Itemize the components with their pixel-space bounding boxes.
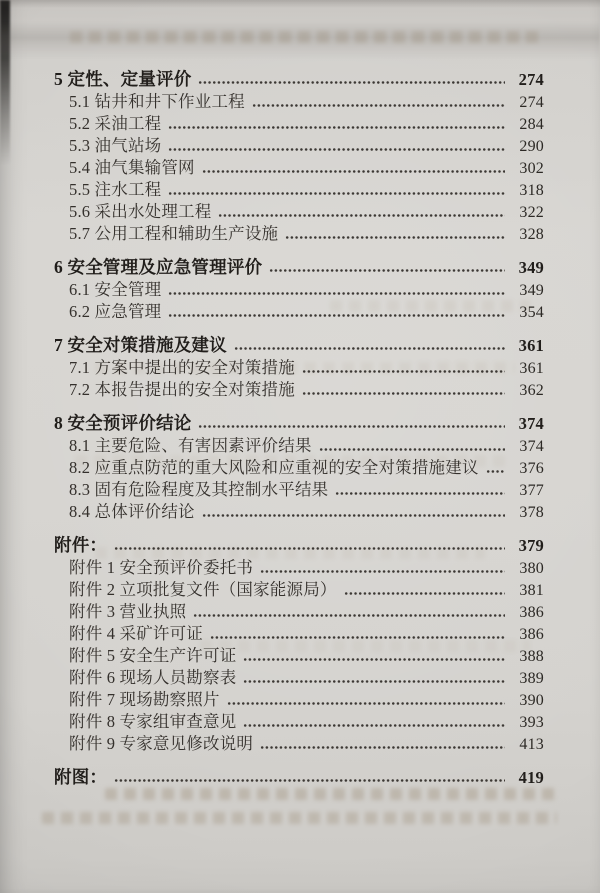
- toc-entry: [69, 645, 544, 667]
- toc-leader-dots: [168, 290, 505, 297]
- toc-leader-dots: [252, 102, 505, 109]
- toc-entry: [54, 534, 544, 556]
- toc-leader-dots: [202, 512, 505, 519]
- toc-page-number: 381: [519, 582, 544, 599]
- toc-page-number: 322: [519, 204, 544, 221]
- toc-leader-dots: [319, 446, 505, 453]
- toc-entry: [54, 256, 544, 278]
- toc-leader-dots: [260, 744, 505, 751]
- toc-leader-dots: [285, 234, 505, 241]
- toc-entry: [69, 501, 544, 523]
- toc-entry-label: 6.2 应急管理: [69, 302, 162, 321]
- toc-leader-dots: [486, 468, 505, 475]
- bleed-through-text: [105, 788, 560, 800]
- toc-entry: [54, 334, 544, 356]
- toc-entry-label: 7.2 本报告提出的安全对策措施: [69, 380, 295, 399]
- toc-leader-dots: [234, 345, 505, 352]
- toc-entry-label: 8.2 应重点防范的重大风险和应重视的安全对策措施建议: [69, 458, 479, 477]
- toc-entry-label: 5.3 油气站场: [69, 136, 162, 155]
- toc-page-number: 413: [519, 736, 544, 753]
- toc-page-number: 378: [519, 504, 544, 521]
- toc-page-number: 290: [519, 138, 544, 155]
- toc-entry-label: 8 安全预评价结论: [54, 413, 192, 433]
- toc-page-number: 362: [519, 382, 544, 399]
- toc-entry-label: 5.1 钻井和井下作业工程: [69, 92, 245, 111]
- toc-entry-label: 5.4 油气集输管网: [69, 158, 195, 177]
- toc-entry-label: 6.1 安全管理: [69, 280, 162, 299]
- toc-entry: [69, 379, 544, 401]
- toc-entry: [69, 457, 544, 479]
- toc-page-number: 377: [519, 482, 544, 499]
- toc-entry: [69, 135, 544, 157]
- toc-entry-label: 附件 5 安全生产许可证: [69, 646, 237, 665]
- toc-leader-dots: [198, 423, 505, 430]
- toc-page-number: 361: [518, 336, 544, 355]
- toc-entry: [69, 201, 544, 223]
- toc-page-number: 354: [519, 304, 544, 321]
- toc-leader-dots: [260, 568, 505, 575]
- toc-entry: [69, 689, 544, 711]
- toc-page-number: 349: [519, 282, 544, 299]
- toc-page-number: 419: [518, 768, 544, 787]
- toc-page-number: 386: [519, 604, 544, 621]
- toc-entry: [54, 412, 544, 434]
- toc-entry: [69, 357, 544, 379]
- toc-page-number: 389: [519, 670, 544, 687]
- toc-entry-label: 附件 7 现场勘察照片: [69, 690, 220, 709]
- toc-entry: [69, 667, 544, 689]
- toc-page-number: 379: [518, 536, 544, 555]
- toc-leader-dots: [168, 124, 505, 131]
- toc-entry: [54, 68, 544, 90]
- toc-leader-dots: [335, 490, 505, 497]
- toc-leader-dots: [227, 700, 505, 707]
- toc-leader-dots: [193, 612, 505, 619]
- toc-entry: [69, 435, 544, 457]
- toc-entry-label: 附图：: [54, 767, 108, 787]
- toc-entry-label: 8.3 固有危险程度及其控制水平结果: [69, 480, 329, 499]
- toc-leader-dots: [243, 656, 505, 663]
- toc-page-number: 274: [518, 70, 544, 89]
- toc-entry-label: 8.4 总体评价结论: [69, 502, 195, 521]
- toc-entry-label: 5.5 注水工程: [69, 180, 162, 199]
- toc-leader-dots: [218, 212, 505, 219]
- toc-entry-label: 5.7 公用工程和辅助生产设施: [69, 224, 279, 243]
- toc-entry-label: 6 安全管理及应急管理评价: [54, 257, 263, 277]
- toc-page-number: 318: [519, 182, 544, 199]
- toc-entry-label: 附件 4 采矿许可证: [69, 624, 203, 643]
- toc-entry-label: 5.2 采油工程: [69, 114, 162, 133]
- toc-entry: [69, 113, 544, 135]
- toc-page-number: 374: [519, 438, 544, 455]
- toc-page-number: 393: [519, 714, 544, 731]
- toc-entry-label: 附件 2 立项批复文件（国家能源局）: [69, 580, 337, 599]
- toc-entry-label: 附件 9 专家意见修改说明: [69, 734, 254, 753]
- toc-leader-dots: [344, 590, 505, 597]
- toc-entry: [69, 623, 544, 645]
- toc-entry-label: 附件 8 专家组审查意见: [69, 712, 237, 731]
- toc-entry: [69, 301, 544, 323]
- toc-page-number: 380: [519, 560, 544, 577]
- toc-leader-dots: [243, 678, 505, 685]
- toc-page-number: 386: [519, 626, 544, 643]
- toc-entry: [69, 179, 544, 201]
- toc-page-number: 284: [519, 116, 544, 133]
- toc-leader-dots: [168, 190, 505, 197]
- toc-leader-dots: [114, 545, 505, 552]
- toc-entry: [69, 223, 544, 245]
- toc-entry-label: 附件 3 营业执照: [69, 602, 187, 621]
- toc-entry-label: 5.6 采出水处理工程: [69, 202, 212, 221]
- toc-page-number: 328: [519, 226, 544, 243]
- toc-entry-label: 5 定性、定量评价: [54, 69, 192, 89]
- toc-leader-dots: [302, 390, 505, 397]
- toc-leader-dots: [114, 777, 505, 784]
- toc-page-number: 388: [519, 648, 544, 665]
- toc-page-number: 274: [519, 94, 544, 111]
- page-curl-shadow: [0, 22, 600, 60]
- toc-list: [54, 57, 544, 789]
- toc-entry-label: 附件：: [54, 535, 108, 555]
- toc-entry: [69, 579, 544, 601]
- toc-entry-label: 附件 1 安全预评价委托书: [69, 558, 254, 577]
- toc-leader-dots: [302, 368, 505, 375]
- toc-page-number: 390: [519, 692, 544, 709]
- toc-page-number: 349: [518, 258, 544, 277]
- toc-entry: [69, 479, 544, 501]
- toc-page-number: 376: [519, 460, 544, 477]
- toc-leader-dots: [168, 312, 505, 319]
- bleed-through-text: [42, 812, 557, 824]
- toc-leader-dots: [210, 634, 505, 641]
- toc-leader-dots: [243, 722, 505, 729]
- toc-entry-label: 7 安全对策措施及建议: [54, 335, 227, 355]
- toc-leader-dots: [269, 267, 505, 274]
- toc-leader-dots: [168, 146, 505, 153]
- toc-leader-dots: [198, 79, 505, 86]
- toc-entry: [54, 766, 544, 788]
- toc-entry-label: 7.1 方案中提出的安全对策措施: [69, 358, 295, 377]
- toc-leader-dots: [202, 168, 505, 175]
- toc-entry-label: 附件 6 现场人员勘察表: [69, 668, 237, 687]
- toc-entry-label: 8.1 主要危险、有害因素评价结果: [69, 436, 312, 455]
- toc-page-number: 374: [518, 414, 544, 433]
- page-top-edge-shadow: [0, 0, 600, 8]
- toc-entry: [69, 711, 544, 733]
- toc-entry: [69, 279, 544, 301]
- toc-entry: [69, 601, 544, 623]
- toc-page-number: 302: [519, 160, 544, 177]
- toc-entry: [69, 91, 544, 113]
- toc-entry: [69, 557, 544, 579]
- toc-entry: [69, 733, 544, 755]
- toc-page-number: 361: [519, 360, 544, 377]
- toc-entry: [69, 157, 544, 179]
